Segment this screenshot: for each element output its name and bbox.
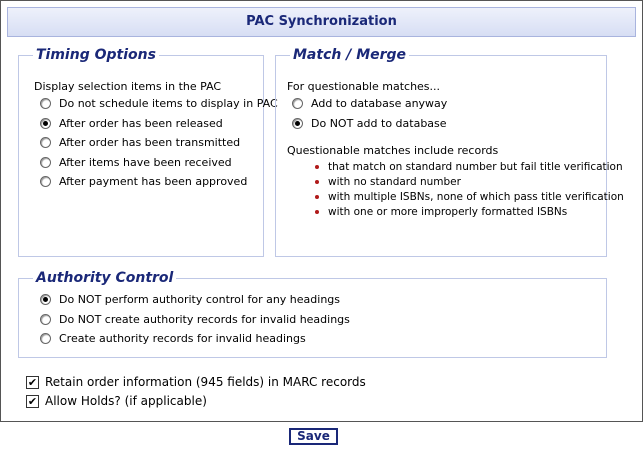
- match-option-label: Add to database anyway: [311, 97, 448, 110]
- checkbox-label: Allow Holds? (if applicable): [45, 394, 207, 408]
- retain-order-option[interactable]: [26, 375, 366, 389]
- timing-option-no-schedule[interactable]: [40, 97, 278, 110]
- radio-released[interactable]: [40, 118, 51, 129]
- radio-no-schedule[interactable]: [40, 98, 51, 109]
- radio-no-authority-control[interactable]: [40, 294, 51, 305]
- timing-prompt: Display selection items in the PAC: [34, 80, 222, 93]
- radio-do-not-add[interactable]: [292, 118, 303, 129]
- timing-option-released[interactable]: [40, 117, 223, 130]
- bullet-text: with one or more improperly formatted ISBNs: [328, 205, 568, 218]
- timing-option-payment-approved[interactable]: [40, 175, 247, 188]
- match-option-label: Do NOT add to database: [311, 117, 447, 130]
- allow-holds-checkbox[interactable]: ✔: [27, 394, 38, 408]
- match-merge-legend: Match / Merge: [293, 47, 407, 63]
- match-prompt: For questionable matches...: [287, 80, 441, 93]
- radio-add-anyway[interactable]: [292, 98, 303, 109]
- match-option-add-anyway[interactable]: [292, 97, 447, 110]
- questionable-note: Questionable matches include records: [287, 144, 499, 157]
- authority-option-label: Do NOT create authority records for invalid headings: [59, 313, 350, 326]
- authority-option-create[interactable]: [40, 332, 306, 345]
- timing-option-label: After order has been transmitted: [59, 136, 241, 149]
- list-item: [315, 174, 624, 189]
- bullet-icon: [315, 165, 319, 169]
- bullet-text: with multiple ISBNs, none of which pass title verification: [328, 190, 624, 203]
- list-item: [315, 189, 624, 204]
- radio-received[interactable]: [40, 157, 51, 168]
- list-item: [315, 159, 624, 174]
- timing-option-label: After payment has been approved: [59, 175, 248, 188]
- authority-option-no-control[interactable]: [40, 293, 340, 306]
- authority-option-label: Create authority records for invalid headings: [59, 332, 306, 345]
- timing-option-label: After order has been released: [59, 117, 223, 130]
- match-option-do-not-add[interactable]: [292, 117, 447, 130]
- bullet-icon: [315, 210, 319, 214]
- bullet-text: with no standard number: [328, 175, 461, 188]
- questionable-list: [315, 159, 624, 219]
- authority-option-no-create[interactable]: [40, 313, 350, 326]
- authority-control-legend: Authority Control: [36, 270, 174, 286]
- bullet-icon: [315, 195, 319, 199]
- retain-order-checkbox[interactable]: ✔: [27, 375, 38, 389]
- checkbox-label: Retain order information (945 fields) in MARC records: [45, 375, 366, 389]
- save-button[interactable]: Save: [289, 428, 338, 445]
- timing-options-group: [18, 47, 264, 257]
- timing-options-legend: Timing Options: [36, 47, 156, 63]
- radio-create-authority[interactable]: [40, 333, 51, 344]
- radio-no-create-authority[interactable]: [40, 314, 51, 325]
- timing-option-received[interactable]: [40, 156, 232, 169]
- list-item: [315, 204, 624, 219]
- authority-option-label: Do NOT perform authority control for any headings: [59, 293, 341, 306]
- timing-option-label: After items have been received: [59, 156, 232, 169]
- bullet-icon: [315, 180, 319, 184]
- allow-holds-option[interactable]: [26, 394, 207, 408]
- timing-option-transmitted[interactable]: [40, 136, 240, 149]
- bullet-text: that match on standard number but fail title verification: [328, 160, 623, 173]
- page-title: PAC Synchronization: [7, 7, 636, 37]
- timing-option-label: Do not schedule items to display in PAC: [59, 97, 278, 110]
- radio-transmitted[interactable]: [40, 137, 51, 148]
- radio-payment-approved[interactable]: [40, 176, 51, 187]
